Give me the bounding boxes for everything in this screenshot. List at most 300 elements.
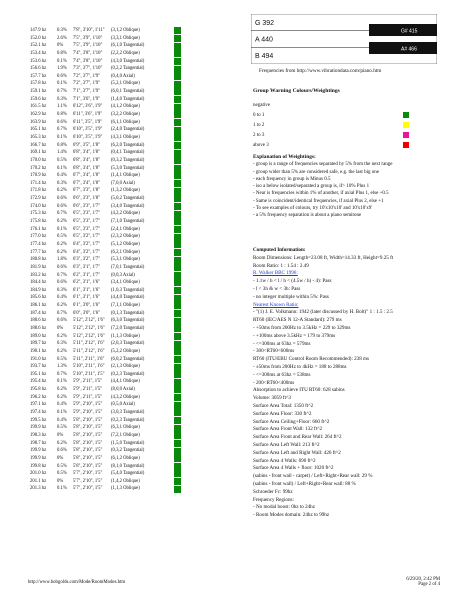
info-line: RT60 (IEC/AES N 12-A Standard): 279 ms — [253, 317, 342, 324]
mode-percent: 0.6% — [57, 280, 67, 286]
mode-dimensions: 6'1", 3'1", 1'6" — [73, 295, 101, 301]
mode-frequency: 162.9 hz — [30, 112, 47, 118]
mode-row — [30, 65, 226, 73]
weighting-swatch — [174, 402, 181, 409]
mode-type: (8,1,0 Tangential) — [111, 463, 145, 469]
piano-keys-diagram — [251, 14, 437, 64]
legend-label: 0 to 1 — [253, 112, 265, 118]
mode-frequency: 199.5 hz — [30, 417, 47, 423]
mode-percent: 0.2% — [57, 188, 67, 194]
mode-dimensions: 6'6", 3'3", 1'8" — [73, 196, 101, 202]
explanation-line: - To see examples of colours, try 10'x10'x10' and 10'x10'x9' — [253, 206, 373, 212]
mode-type: (1,4,2 Oblique) — [111, 478, 140, 484]
weighting-swatch — [174, 379, 181, 386]
weighting-swatch — [174, 157, 181, 164]
mode-percent: 0.1% — [57, 226, 67, 232]
mode-frequency: 195.1 hz — [30, 371, 47, 377]
mode-dimensions: 7'5", 3'9", 1'10" — [73, 35, 103, 41]
legend-item — [253, 140, 453, 150]
mode-frequency: 199.8 hz — [30, 463, 47, 469]
mode-percent: 1.8% — [57, 257, 67, 263]
legend-color-box — [403, 102, 409, 108]
info-line: Surface Area Front Wall: 132 ft^2 — [253, 426, 323, 433]
white-key-g: G 392 — [255, 20, 275, 27]
mode-row — [30, 302, 226, 310]
mode-type: (5,2,2 Oblique) — [111, 348, 140, 354]
mode-row — [30, 394, 226, 402]
info-line: Surface Area Total: 1350 ft^2 — [253, 402, 314, 409]
mode-frequency: 195.8 hz — [30, 387, 47, 393]
mode-type: (0,5,0 Axial) — [111, 402, 135, 408]
mode-type: (7,1,0 Tangential) — [111, 219, 145, 225]
mode-dimensions: 6'5", 3'3", 1'7" — [73, 226, 101, 232]
info-link[interactable]: R. Walker BBC 1996: — [253, 270, 298, 277]
mode-dimensions: 6'10", 3'5", 1'9" — [73, 127, 103, 133]
info-line: - 1.1w / h < l / h < (4.5w / h) - 4): Pass — [253, 278, 332, 285]
mode-percent: 0.5% — [57, 471, 67, 477]
footer-date: 6/29/20, 2:42 PM — [406, 577, 440, 582]
mode-dimensions: 7'4", 3'8", 1'10" — [73, 58, 103, 64]
weighting-swatch — [174, 257, 181, 264]
footer-page: Page 2 of 4 — [418, 582, 440, 587]
explanation-line: - group is a range of frequencies separated by 5% from the next range — [253, 162, 393, 168]
explanation-line: - a 5% frequency separation is about a piano semitone — [253, 213, 362, 219]
mode-frequency: 198.3 hz — [30, 432, 47, 438]
mode-frequency: 172.9 hz — [30, 196, 47, 202]
weighting-swatch — [174, 478, 181, 485]
mode-dimensions: 6'6", 3'3", 1'7" — [73, 203, 101, 209]
mode-frequency: 156.6 hz — [30, 66, 47, 72]
mode-row — [30, 333, 226, 341]
weighting-swatch — [174, 211, 181, 218]
mode-frequency: 170.9 hz — [30, 173, 47, 179]
explanation-title: Explanation of Weightings: — [253, 154, 316, 160]
mode-type: (2,3,2 Oblique) — [111, 234, 140, 240]
weighting-swatch — [174, 386, 181, 393]
mode-frequency: 196.2 hz — [30, 394, 47, 400]
weighting-swatch — [174, 27, 181, 34]
weighting-swatch — [174, 134, 181, 141]
weighting-swatch — [174, 195, 181, 202]
mode-row — [30, 279, 226, 287]
mode-type: (4,2,2 Oblique) — [111, 211, 140, 217]
mode-percent: 0.2% — [57, 333, 67, 339]
mode-percent: 0.3% — [57, 28, 67, 33]
mode-dimensions: 5'11", 2'12", 1'6" — [73, 348, 105, 354]
mode-row — [30, 103, 226, 111]
mode-type: (4,3,2 Oblique) — [111, 394, 140, 400]
info-line: Surface Area Floor: 330 ft^2 — [253, 410, 312, 417]
mode-dimensions: 5'8", 2'10", 1'5" — [73, 448, 103, 454]
mode-row — [30, 210, 226, 218]
mode-frequency: 153.6 hz — [30, 58, 47, 64]
mode-dimensions: 6'8", 3'4", 1'8" — [73, 165, 101, 171]
mode-percent: 0.7% — [57, 89, 67, 95]
mode-row — [30, 447, 226, 455]
weighting-swatch — [174, 81, 181, 88]
weighting-swatch — [174, 73, 181, 80]
mode-row — [30, 80, 226, 88]
mode-type: (4,1,2 Oblique) — [111, 104, 140, 110]
mode-type: (6,2,0 Tangential) — [111, 142, 145, 148]
mode-row — [30, 356, 226, 364]
info-line: - 300<RT60<600ms — [253, 348, 295, 355]
weighting-swatch — [174, 364, 181, 371]
weighting-swatch — [174, 50, 181, 57]
mode-percent: 0.1% — [57, 379, 67, 385]
mode-row — [30, 96, 226, 104]
mode-percent: 0.6% — [57, 318, 67, 324]
mode-dimensions: 5'8", 2'10", 1'5" — [73, 425, 103, 431]
weighting-swatch — [174, 463, 181, 470]
mode-frequency: 184.4 hz — [30, 280, 47, 286]
info-line: - +50ms from 200Hz to 3.5kHz = 229 to 329ms — [253, 324, 351, 331]
mode-percent: 0.2% — [57, 387, 67, 393]
legend-color-box — [403, 132, 409, 138]
legend — [253, 100, 453, 150]
mode-dimensions: 5'9", 2'11", 1'5" — [73, 394, 103, 400]
mode-type: (7,1,1 Oblique) — [111, 303, 140, 309]
mode-type: (4,4,0 Tangential) — [111, 295, 145, 301]
mode-row — [30, 126, 226, 134]
mode-type: (3,4,1 Oblique) — [111, 280, 140, 286]
mode-row — [30, 440, 226, 448]
weighting-swatch — [174, 295, 181, 302]
info-line: RT60 (ITU/EBU Control Room Recommended): 238 ms — [253, 356, 369, 363]
mode-row — [30, 27, 226, 35]
mode-percent: 0.8% — [57, 50, 67, 56]
info-line: - 200<RT60<400ms — [253, 379, 295, 386]
mode-dimensions: 5'12", 2'12", 1'6" — [73, 325, 105, 331]
mode-percent: 0.8% — [57, 112, 67, 118]
legend-label: 1 to 2 — [253, 122, 265, 128]
mode-row — [30, 119, 226, 127]
mode-percent: 0.4% — [57, 402, 67, 408]
mode-frequency: 161.5 hz — [30, 104, 47, 110]
mode-row — [30, 287, 226, 295]
mode-row — [30, 233, 226, 241]
mode-frequency: 184.9 hz — [30, 287, 47, 293]
mode-frequency: 185.6 hz — [30, 295, 47, 301]
mode-row — [30, 310, 226, 318]
mode-dimensions: 5'7", 2'10", 1'5" — [73, 486, 103, 492]
info-line: Room Ratio: 1 : 1.54 : 2.49 — [253, 262, 309, 269]
mode-dimensions: 7'1", 3'6", 1'9" — [73, 96, 101, 102]
mode-type: (5,0,2 Tangential) — [111, 196, 145, 202]
mode-frequency: 188.6 hz — [30, 318, 47, 324]
mode-percent: 0.4% — [57, 173, 67, 179]
mode-row — [30, 463, 226, 471]
mode-percent: 0.5% — [57, 356, 67, 362]
weighting-swatch — [174, 486, 181, 493]
mode-dimensions: 6'7", 3'3", 1'8" — [73, 188, 101, 194]
mode-row — [30, 35, 226, 43]
mode-dimensions: 5'9", 2'10", 1'5" — [73, 402, 103, 408]
mode-row — [30, 256, 226, 264]
weighting-swatch — [174, 432, 181, 439]
mode-frequency: 186.1 hz — [30, 303, 47, 309]
weighting-swatch — [174, 333, 181, 340]
mode-percent: 0.3% — [57, 180, 67, 186]
weighting-swatch — [174, 470, 181, 477]
mode-type: (6,1,2 Oblique) — [111, 455, 140, 461]
mode-type: (0,3,2 Tangential) — [111, 157, 145, 163]
mode-type: (8,0,0 Axial) — [111, 387, 135, 393]
mode-frequency: 201.3 hz — [30, 486, 47, 492]
info-link[interactable]: Nearest Known Ratio: — [253, 301, 299, 308]
mode-dimensions: 6'5", 3'2", 1'7" — [73, 234, 101, 240]
mode-frequency: 197.1 hz — [30, 402, 47, 408]
mode-percent: 0.1% — [57, 134, 67, 140]
mode-dimensions: 6'7", 3'4", 1'8" — [73, 180, 101, 186]
mode-type: (2,1,3 Oblique) — [111, 364, 140, 370]
info-line: Surface Area 4 Walls + floor: 1020 ft^2 — [253, 465, 334, 472]
info-line: Volume: 3059 ft^3 — [253, 395, 291, 402]
mode-row — [30, 386, 226, 394]
mode-dimensions: 6'5", 3'3", 1'7" — [73, 219, 101, 225]
info-line: Frequency Regions: — [253, 496, 294, 503]
weighting-swatch — [174, 318, 181, 325]
mode-percent: 0% — [57, 455, 64, 461]
mode-frequency: 191.0 hz — [30, 356, 47, 362]
mode-dimensions: 6'9", 3'5", 1'8" — [73, 142, 101, 148]
info-line: Schroeder Fc: 99hz — [253, 488, 293, 495]
mode-type: (5,1,2 Oblique) — [111, 241, 140, 247]
mode-percent: 0.5% — [57, 425, 67, 431]
mode-percent: 0.6% — [57, 196, 67, 202]
mode-frequency: 187.4 hz — [30, 310, 47, 316]
mode-dimensions: 5'8", 2'10", 1'5" — [73, 440, 103, 446]
weighting-swatch — [174, 180, 181, 187]
weighting-swatch — [174, 111, 181, 118]
mode-row — [30, 203, 226, 211]
mode-row — [30, 348, 226, 356]
mode-percent: 0.7% — [57, 310, 67, 316]
mode-type: (3,2,2 Oblique) — [111, 112, 140, 118]
mode-row — [30, 363, 226, 371]
weighting-swatch — [174, 394, 181, 401]
mode-frequency: 177.4 hz — [30, 241, 47, 247]
mode-type: (1,3,2 Oblique) — [111, 188, 140, 194]
mode-percent: 2.6% — [57, 35, 67, 41]
mode-row — [30, 470, 226, 478]
mode-type: (6,3,0 Tangential) — [111, 318, 145, 324]
mode-dimensions: 5'12", 2'12", 1'6" — [73, 333, 105, 339]
mode-frequency: 183.2 hz — [30, 272, 47, 278]
mode-frequency: 177.0 hz — [30, 234, 47, 240]
legend-label: negative — [253, 102, 270, 108]
mode-row — [30, 401, 226, 409]
weighting-swatch — [174, 264, 181, 271]
mode-type: (0,1,3 Tangential) — [111, 310, 145, 316]
weighting-swatch — [174, 241, 181, 248]
mode-row — [30, 134, 226, 142]
mode-frequency: 152.1 hz — [30, 43, 47, 49]
mode-row — [30, 340, 226, 348]
info-line: Absorption to achieve ITU RT60: 628 sabins — [253, 387, 345, 394]
weighting-swatch — [174, 150, 181, 157]
mode-dimensions: 5'8", 2'10", 1'5" — [73, 463, 103, 469]
mode-row — [30, 485, 226, 493]
mode-row — [30, 455, 226, 463]
mode-type: (5,2,1 Oblique) — [111, 81, 140, 87]
weighting-swatch — [174, 142, 181, 149]
mode-row — [30, 371, 226, 379]
weighting-swatch — [174, 348, 181, 355]
mode-percent: 0.1% — [57, 410, 67, 416]
mode-dimensions: 6'4", 3'2", 1'7" — [73, 241, 101, 247]
explanation-section — [253, 154, 458, 220]
weighting-swatch — [174, 226, 181, 233]
info-line: - +100ms above 3.5kHz = 179 to 379ms — [253, 332, 336, 339]
mode-frequency: 165.3 hz — [30, 134, 47, 140]
legend-color-box — [403, 142, 409, 148]
mode-row — [30, 180, 226, 188]
explanation-line: - each frequency in group is Minus 0.5 — [253, 176, 331, 182]
weighting-swatch — [174, 104, 181, 111]
mode-type: (6,0,1 Tangential) — [111, 89, 145, 95]
mode-row — [30, 432, 226, 440]
weighting-swatch — [174, 218, 181, 225]
info-line: Surface Area Left Wall: 213 ft^2 — [253, 441, 320, 448]
mode-frequency: 170.0 hz — [30, 157, 47, 163]
mode-row — [30, 241, 226, 249]
mode-frequency: 152.0 hz — [30, 35, 47, 41]
mode-frequency: 199.9 hz — [30, 425, 47, 431]
mode-percent: 0.8% — [57, 142, 67, 148]
weighting-swatch — [174, 66, 181, 73]
weighting-swatch — [174, 448, 181, 455]
legend-item — [253, 130, 453, 140]
mode-percent: 0.2% — [57, 241, 67, 247]
mode-percent: 0.6% — [57, 264, 67, 270]
mode-frequency: 174.0 hz — [30, 203, 47, 209]
weighting-swatch — [174, 43, 181, 50]
mode-dimensions: 5'9", 2'11", 1'5" — [73, 379, 103, 385]
black-key-a-sharp: A# 466 — [401, 46, 417, 53]
mode-percent: 0.1% — [57, 58, 67, 64]
mode-percent: 0.2% — [57, 348, 67, 354]
mode-frequency: 181.9 hz — [30, 264, 47, 270]
mode-frequency: 188.6 hz — [30, 325, 47, 331]
mode-frequency: 189.0 hz — [30, 333, 47, 339]
info-line: - no integer multiple within 5%: Pass — [253, 293, 329, 300]
info-line: Surface Area Front and Rear Wall: 264 ft^2 — [253, 434, 342, 441]
weighting-swatch — [174, 234, 181, 241]
mode-frequency: 169.1 hz — [30, 150, 47, 156]
mode-type: (5,3,0 Tangential) — [111, 165, 145, 171]
mode-dimensions: 6'2", 3'1", 1'7" — [73, 272, 101, 278]
piano-caption: Frequencies from http://www.vibrationdata.com/piano.htm — [259, 68, 382, 74]
mode-row — [30, 172, 226, 180]
mode-percent: 1.3% — [57, 364, 67, 370]
mode-frequency: 159.1 hz — [30, 89, 47, 95]
white-key-b: B 494 — [255, 53, 274, 60]
legend-color-box — [403, 112, 409, 118]
computed-info-section — [253, 247, 463, 520]
mode-dimensions: 7'2", 3'7", 1'9" — [73, 73, 101, 79]
mode-row — [30, 294, 226, 302]
mode-percent: 0.3% — [57, 96, 67, 102]
weighting-swatch — [174, 127, 181, 134]
mode-percent: 0.4% — [57, 295, 67, 301]
mode-type: (6,2,1 Oblique) — [111, 249, 140, 255]
weighting-swatch — [174, 425, 181, 432]
mode-type: (1,5,0 Tangential) — [111, 440, 145, 446]
info-line: (sabins - front wall) / Left+Right+Rear wall: 88 % — [253, 480, 356, 487]
mode-row — [30, 165, 226, 173]
weighting-swatch — [174, 203, 181, 210]
mode-frequency: 171.4 hz — [30, 180, 47, 186]
mode-type: (7,2,1 Oblique) — [111, 432, 140, 438]
mode-percent: 0.5% — [57, 234, 67, 240]
weighting-swatch — [174, 356, 181, 363]
mode-frequency: 153.4 hz — [30, 50, 47, 56]
mode-percent: 0.7% — [57, 371, 67, 377]
mode-type: (3,3,1 Oblique) — [111, 35, 140, 41]
mode-percent: 0.2% — [57, 440, 67, 446]
mode-dimensions: 5'9", 2'11", 1'5" — [73, 387, 103, 393]
mode-type: (5,3,1 Oblique) — [111, 257, 140, 263]
legend-label: 2 to 3 — [253, 132, 265, 138]
info-line: - No modal boost: 0hz to 24hz — [253, 504, 315, 511]
mode-type: (3,1,2 Oblique) — [111, 28, 140, 33]
mode-dimensions: 7'3", 3'7", 1'10" — [73, 66, 103, 72]
mode-frequency: 175.8 hz — [30, 219, 47, 225]
mode-dimensions: 5'7", 2'10", 1'5" — [73, 478, 103, 484]
weighting-swatch — [174, 165, 181, 172]
mode-type: (2,2,2 Oblique) — [111, 50, 140, 56]
mode-type: (7,0,0 Axial) — [111, 180, 135, 186]
mode-percent: 0.7% — [57, 127, 67, 133]
mode-percent: 0% — [57, 325, 64, 331]
explanation-line: - iso a below isolated/separated a group is, if> 10% Plus 1 — [253, 184, 370, 190]
mode-type: (2,4,0 Tangential) — [111, 127, 145, 133]
mode-dimensions: 6'10", 3'5", 1'9" — [73, 134, 103, 140]
mode-percent: 0.2% — [57, 394, 67, 400]
mode-type: (6,1,1 Oblique) — [111, 119, 140, 125]
weighting-swatch — [174, 287, 181, 294]
white-key-a: A 440 — [255, 36, 273, 44]
mode-percent: 0.3% — [57, 341, 67, 347]
mode-dimensions: 7'5", 3'9", 1'10" — [73, 43, 103, 49]
mode-dimensions: 5'7", 2'10", 1'5" — [73, 471, 103, 477]
mode-dimensions: 6'1", 3'0", 1'6" — [73, 303, 101, 309]
info-line: - <=300ms at 63hz = 538ms — [253, 371, 311, 378]
mode-type: (7,0,1 Tangential) — [111, 264, 145, 270]
mode-frequency: 197.4 hz — [30, 410, 47, 416]
weighting-swatch — [174, 302, 181, 309]
legend-item — [253, 120, 453, 130]
mode-percent: 1.4% — [57, 150, 67, 156]
weighting-swatch — [174, 272, 181, 279]
explanation-line: - group wider than 5% are considered safe, e.g. the last big one — [253, 169, 379, 175]
footer-date-page — [406, 577, 440, 587]
mode-row — [30, 42, 226, 50]
mode-frequency: 157.7 hz — [30, 73, 47, 79]
info-line: Room Dimensions: Length=23.08 ft, Width=14.33 ft, Height=9.25 ft — [253, 254, 394, 261]
mode-row — [30, 50, 226, 58]
mode-percent: 0.2% — [57, 249, 67, 255]
mode-percent: 0.1% — [57, 486, 67, 492]
weighting-swatch — [174, 249, 181, 256]
mode-dimensions: 6'5", 3'3", 1'7" — [73, 211, 101, 217]
mode-frequency: 177.7 hz — [30, 249, 47, 255]
legend-item — [253, 110, 453, 120]
mode-type: (6,0,2 Tangential) — [111, 356, 145, 362]
mode-dimensions: 5'11", 2'11", 1'6" — [73, 356, 105, 362]
mode-type: (6,1,0 Tangential) — [111, 43, 145, 49]
